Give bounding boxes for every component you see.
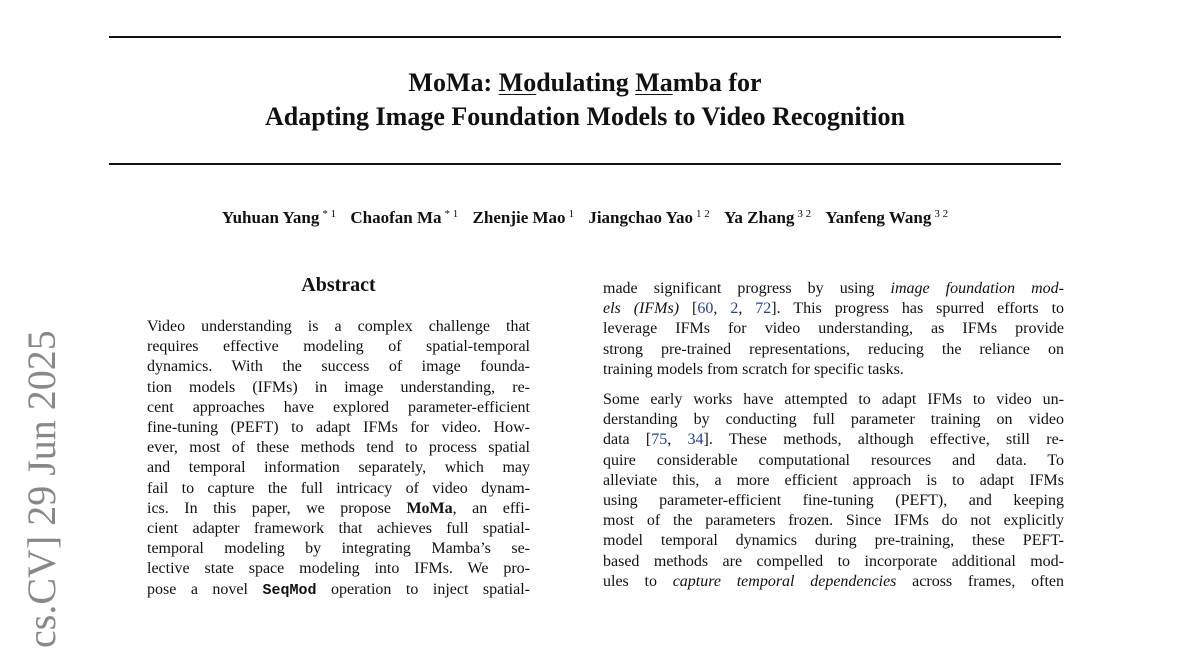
method-name: MoMa (406, 499, 453, 517)
abstract-body (147, 317, 530, 601)
intro-line: training models from scratch for specific tasks. (603, 360, 904, 378)
title-text: MoMa: (408, 68, 499, 97)
intro-line: Some early works have attempted to adapt IFMs to video un- (603, 391, 1064, 409)
intro-text: ]. This progress has spurred efforts to (771, 300, 1065, 318)
author (588, 208, 709, 227)
citation-link[interactable]: 72 (755, 300, 772, 318)
intro-text: made significant progress by using (603, 280, 891, 297)
author (473, 208, 575, 227)
citation-link[interactable]: 60 (697, 300, 714, 318)
intro-emphasis: image foundation mod- (890, 280, 1064, 297)
title-line-1 (109, 66, 1061, 100)
intro-line: strong pre-trained representations, reducing the reliance on (603, 340, 1064, 358)
abstract-text: , an effi- (452, 499, 531, 517)
intro-text: , (667, 431, 688, 449)
intro-paragraph (603, 390, 1064, 592)
intro-paragraph (603, 279, 1064, 380)
abstract-line (147, 499, 530, 519)
intro-emphasis: capture temporal dependencies (672, 572, 897, 590)
title-text: dulating (536, 68, 636, 97)
abstract-line: cient adapter framework that achieves full spatial- (147, 520, 530, 538)
author-name: Jiangchao Yao (588, 208, 694, 227)
intro-text: , (713, 300, 731, 318)
intro-line: model temporal dynamics during pre-training, these PEFT- (603, 532, 1064, 550)
intro-line: leverage IFMs for video understanding, as IFMs provide (603, 320, 1064, 338)
title-rule-bottom (109, 163, 1061, 165)
abstract-line: tion models (IFMs) in image understanding, re- (147, 378, 530, 396)
intro-text: [ (679, 300, 698, 318)
author-affiliation: * 1 (444, 208, 459, 220)
author (825, 208, 948, 227)
abstract-line: requires effective modeling of spatial-temporal (147, 338, 530, 356)
intro-line: quire considerable computational resources and data. To (603, 451, 1064, 469)
intro-line (603, 299, 1064, 319)
citation-link[interactable]: 34 (687, 431, 704, 449)
intro-line: alleviate this, a more efficient approach is to adapt IFMs (603, 471, 1064, 489)
intro-text: , (738, 300, 756, 318)
intro-text: ules to (603, 572, 673, 590)
introduction-body (603, 279, 1064, 602)
author-name: Yuhuan Yang (221, 208, 320, 227)
author-affiliation: 1 2 (696, 208, 710, 220)
author-affiliation: 1 (568, 208, 575, 220)
intro-emphasis: els (IFMs) (603, 300, 680, 318)
author-name: Chaofan Ma (350, 208, 442, 227)
author-name: Zhenjie Mao (472, 208, 566, 227)
abstract-line: Video understanding is a complex challenge that (147, 318, 530, 335)
author (222, 208, 336, 227)
abstract-text: operation to inject spatial- (316, 580, 530, 598)
author-affiliation: * 1 (322, 208, 337, 220)
citation-link[interactable]: 2 (730, 300, 739, 318)
author (350, 208, 458, 227)
title-rule-top (109, 36, 1061, 38)
author-name: Ya Zhang (724, 208, 795, 227)
abstract-text: pose a novel (147, 580, 263, 598)
abstract-line: cent approaches have explored parameter-efficient (147, 398, 530, 416)
intro-text: data [ (603, 431, 652, 449)
intro-line: derstanding by conducting full parameter training on video (603, 411, 1064, 429)
citation-link[interactable]: 75 (651, 431, 668, 449)
author-list (109, 208, 1061, 228)
paper-title (109, 66, 1061, 134)
title-underline-ma: Ma (635, 68, 673, 97)
abstract-line: and temporal information separately, which may (147, 459, 530, 477)
intro-line (603, 572, 1064, 592)
abstract-text: ics. In this paper, we propose (147, 499, 407, 517)
operation-name: SeqMod (262, 581, 317, 599)
abstract-line: dynamics. With the success of image founda- (147, 358, 530, 376)
title-line-2: Adapting Image Foundation Models to Video Recognition (265, 102, 905, 131)
intro-line: most of the parameters frozen. Since IFMs do not explicitly (603, 512, 1064, 530)
abstract-line: lective state space modeling into IFMs. We pro- (147, 560, 530, 578)
intro-text: across frames, often (896, 572, 1065, 590)
abstract-heading: Abstract (301, 274, 376, 296)
intro-line (603, 430, 1064, 450)
intro-text: ]. These methods, although effective, still re- (703, 431, 1064, 449)
abstract-line (147, 580, 530, 601)
author (724, 208, 811, 227)
intro-line: based methods are compelled to incorporate additional mod- (603, 552, 1064, 570)
title-underline-mo: Mo (498, 68, 537, 97)
abstract-line: ever, most of these methods tend to process spatial (147, 439, 530, 457)
author-affiliation: 3 2 (797, 208, 812, 220)
abstract-line: fail to capture the full intricacy of video dynam- (147, 479, 530, 497)
abstract-line: temporal modeling by integrating Mamba’s se- (147, 540, 530, 558)
author-name: Yanfeng Wang (825, 208, 932, 227)
arxiv-watermark: cs.CV] 29 Jun 2025 (19, 330, 64, 648)
intro-line (603, 279, 1064, 299)
title-text: mba for (672, 68, 762, 97)
intro-line: using parameter-efficient fine-tuning (PEFT), and keeping (603, 492, 1064, 510)
abstract-line: fine-tuning (PEFT) to adapt IFMs for video. How- (147, 419, 530, 437)
author-affiliation: 3 2 (934, 208, 949, 220)
